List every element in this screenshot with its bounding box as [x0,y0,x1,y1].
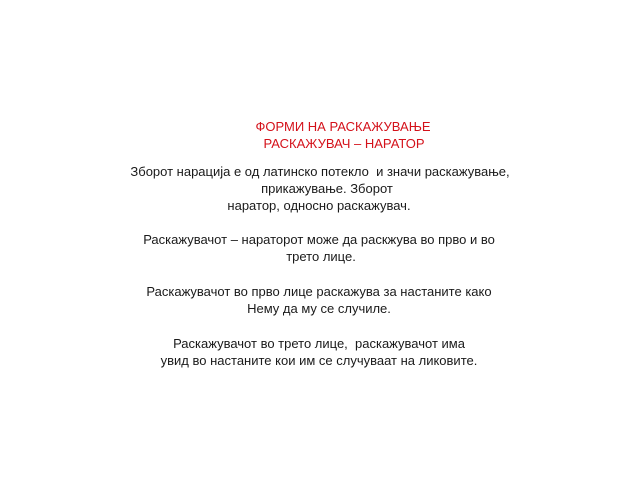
paragraph-first-person [0,283,638,317]
slide-heading [0,118,638,152]
spacer [0,152,638,163]
paragraph-line: прикажување. Зборот [261,181,393,196]
paragraph-line: Раскажувачот во прво лице раскажува за настаните како [146,284,492,299]
spacer [0,214,638,231]
spacer [0,265,638,283]
paragraph-line: Нему да му се случиле. [247,301,391,316]
paragraph-third-person [0,335,638,369]
heading-line-2: РАСКАЖУВАЧ – НАРАТОР [263,136,425,151]
spacer [0,317,638,335]
slide-content [0,118,638,369]
paragraph-narration [0,163,638,214]
paragraph-line: трето лице. [286,249,356,264]
paragraph-line: увид во настаните кои им се случуваат на ликовите. [160,353,478,368]
paragraph-line: Зборот нарација е од латинско потекло и значи раскажување, [130,164,510,179]
paragraph-line: Раскажувачот во трето лице, раскажувачот има [173,336,465,351]
paragraph-narrator-person [0,231,638,265]
paragraph-line: Раскажувачот – нараторот може да раскжува во прво и во [143,232,495,247]
paragraph-line: наратор, односно раскажувач. [227,198,411,213]
heading-line-1: ФОРМИ НА РАСКАЖУВАЊЕ [255,119,431,134]
